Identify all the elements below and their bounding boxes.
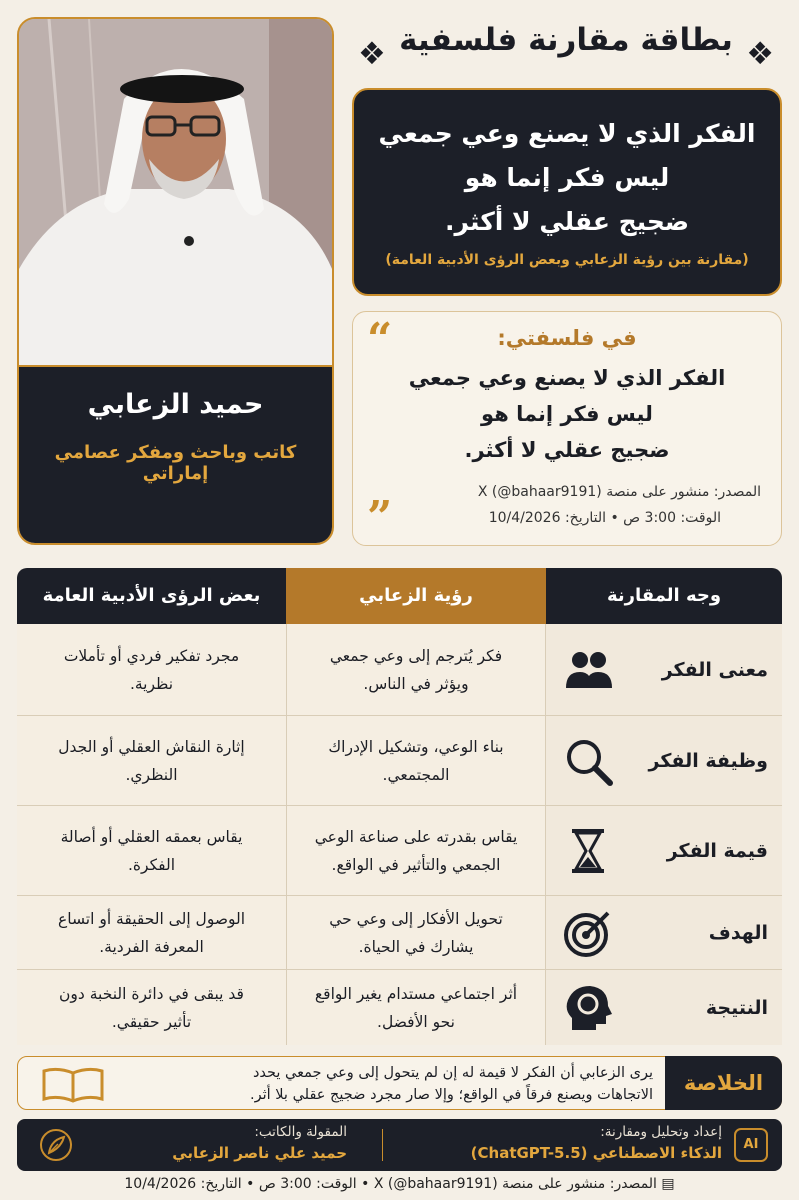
- cell-line: إثارة النقاش العقلي أو الجدل: [58, 737, 245, 756]
- row-zaabi: [286, 970, 546, 1045]
- quote-card-line: ضجيج عقلي لا أكثر.: [464, 438, 670, 462]
- row-zaabi: [286, 624, 546, 715]
- row-zaabi: [286, 806, 546, 895]
- table-row: [17, 806, 782, 896]
- main-quote-line: ضجيج عقلي لا أكثر.: [444, 207, 690, 236]
- quote-card-body: [353, 360, 781, 468]
- ornament-icon: ❖: [746, 36, 774, 72]
- person-description: كاتب وباحث ومفكر عصامي إماراتي: [54, 442, 297, 484]
- row-aspect-label: معنى الفكر: [661, 658, 768, 681]
- bottom-source: [17, 1176, 782, 1192]
- header-zaabi: رؤية الزعابي: [286, 568, 546, 624]
- summary-box: [17, 1056, 782, 1110]
- table-row: [17, 896, 782, 970]
- cell-line: يقاس بقدرته على صناعة الوعي: [314, 827, 518, 846]
- portrait-card: [17, 17, 334, 545]
- footer-divider: [382, 1129, 383, 1161]
- row-general: [17, 624, 286, 715]
- cell-line: فكر يُترجم إلى وعي جمعي: [329, 646, 503, 665]
- row-aspect-label: وظيفة الفكر: [648, 749, 768, 772]
- cell-line: بناء الوعي، وتشكيل الإدراك: [328, 737, 504, 756]
- document-icon: ▤: [656, 1176, 675, 1192]
- row-zaabi: [286, 716, 546, 805]
- table-row: [17, 716, 782, 806]
- summary-line: الاتجاهات ويصنع فرقاً في الواقع؛ وإلا صار مجرد ضجيج عقلي بلا أثر.: [249, 1087, 653, 1103]
- quote-card-heading: في فلسفتي:: [497, 326, 637, 350]
- cell-line: أثر اجتماعي مستدام يغير الواقع: [314, 984, 518, 1003]
- close-quote-icon: ”: [367, 492, 393, 543]
- ornament-icon: ❖: [358, 36, 386, 72]
- hourglass-icon: [560, 823, 616, 879]
- cell-line: المعرفة الفردية.: [99, 937, 204, 956]
- prepared-label: إعداد وتحليل ومقارنة:: [600, 1124, 722, 1140]
- quote-card: [352, 311, 782, 546]
- summary-line: يرى الزعابي أن الفكر لا قيمة له إن لم يتحول إلى وعي جمعي يحدد: [252, 1065, 653, 1081]
- page-title-text: بطاقة مقارنة فلسفية: [399, 22, 733, 58]
- person-name: حميد الزعابي: [87, 389, 264, 420]
- people-icon: [560, 642, 616, 698]
- row-general: [17, 716, 286, 805]
- header-aspect: وجه المقارنة: [546, 568, 782, 624]
- table-row: [17, 624, 782, 716]
- cell-line: المجتمعي.: [382, 765, 450, 784]
- search-icon: [560, 733, 616, 789]
- table-header: [17, 568, 782, 624]
- row-zaabi: [286, 896, 546, 969]
- cell-line: نظرية.: [129, 674, 174, 693]
- table-row: [17, 970, 782, 1045]
- cell-line: قد يبقى في دائرة النخبة دون: [59, 984, 244, 1003]
- row-aspect: [546, 624, 782, 715]
- cell-line: الجمعي والتأثير في الواقع.: [331, 855, 501, 874]
- footer-bar: [17, 1119, 782, 1171]
- cell-line: يقاس بعمقه العقلي أو أصالة: [60, 827, 243, 846]
- cell-line: تأثير حقيقي.: [111, 1012, 192, 1031]
- quote-card-line: الفكر الذي لا يصنع وعي جمعي: [408, 366, 726, 390]
- row-general: [17, 970, 286, 1045]
- row-aspect: [546, 716, 782, 805]
- cell-line: تحويل الأفكار إلى وعي حي: [329, 909, 503, 928]
- row-aspect-label: الهدف: [708, 921, 768, 944]
- portrait-image: [19, 19, 334, 379]
- page-title: [346, 22, 786, 72]
- cell-line: يشارك في الحياة.: [358, 937, 474, 956]
- author-value: حميد علي ناصر الزعابي: [172, 1144, 347, 1162]
- summary-text: [133, 1062, 653, 1106]
- author-label: المقولة والكاتب:: [254, 1124, 347, 1140]
- cell-line: مجرد تفكير فردي أو تأملات: [63, 646, 240, 665]
- comparison-table: [17, 568, 782, 1045]
- cell-line: نحو الأفضل.: [377, 1012, 455, 1031]
- name-box: [19, 365, 332, 543]
- cell-line: ويؤثر في الناس.: [363, 674, 469, 693]
- quote-card-line: ليس فكر إنما هو: [481, 402, 653, 426]
- prepared-value: الذكاء الاصطناعي (ChatGPT-5.5): [470, 1144, 722, 1162]
- cell-line: النظري.: [125, 765, 178, 784]
- ai-chip-icon: AI: [734, 1128, 768, 1162]
- summary-label: الخلاصة: [665, 1056, 782, 1110]
- row-aspect: [546, 806, 782, 895]
- bottom-source-text: المصدر: منشور على منصة X (@bahaar9191) • الوقت: 3:00 ص • التاريخ: 10/4/2026: [124, 1176, 657, 1192]
- cell-line: الوصول إلى الحقيقة أو اتساع: [57, 909, 246, 928]
- main-quote-caption: (مقارنة بين رؤية الزعابي وبعض الرؤى الأدبية العامة): [385, 252, 749, 268]
- row-aspect-label: قيمة الفكر: [666, 839, 768, 862]
- quote-card-datetime: الوقت: 3:00 ص • التاريخ: 10/4/2026: [488, 510, 721, 526]
- row-aspect: [546, 970, 782, 1045]
- row-aspect: [546, 896, 782, 969]
- cell-line: الفكرة.: [127, 855, 176, 874]
- main-quote-box: [352, 88, 782, 296]
- open-quote-icon: “: [367, 314, 393, 365]
- target-icon: [560, 905, 616, 961]
- row-aspect-label: النتيجة: [705, 996, 768, 1019]
- quote-card-source: المصدر: منشور على منصة X (@bahaar9191): [477, 484, 761, 500]
- row-general: [17, 896, 286, 969]
- head-icon: [560, 980, 616, 1036]
- header-general: بعض الرؤى الأدبية العامة: [17, 568, 286, 624]
- main-quote-line: الفكر الذي لا يصنع وعي جمعي: [378, 119, 756, 148]
- row-general: [17, 806, 286, 895]
- main-quote-line: ليس فكر إنما هو: [464, 163, 670, 192]
- book-icon: [40, 1065, 106, 1103]
- quill-icon: [39, 1128, 73, 1162]
